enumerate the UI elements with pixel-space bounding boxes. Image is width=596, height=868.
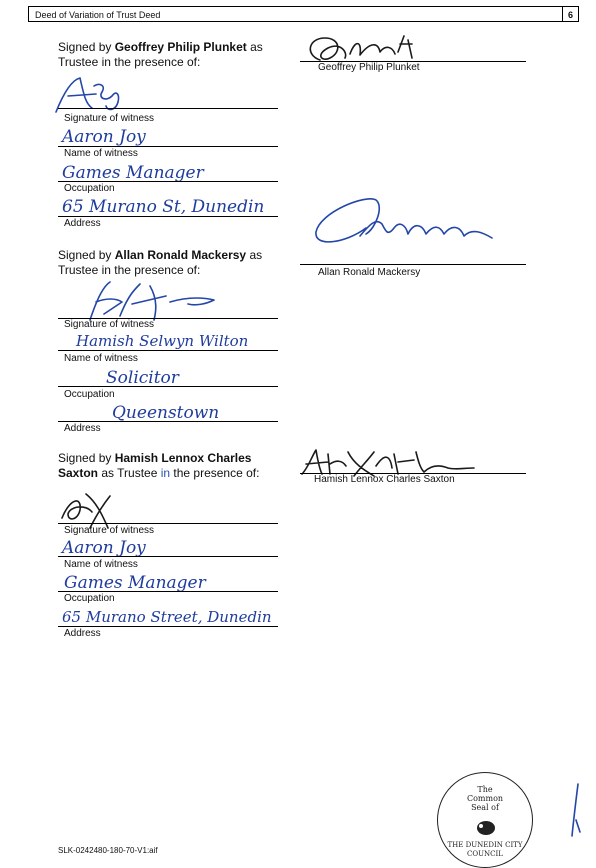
- page-header: [28, 6, 579, 22]
- intro-prefix: Signed by: [58, 248, 115, 262]
- trustee-name-caption: Allan Ronald Mackersy: [318, 267, 421, 278]
- seal-line-4: THE DUNEDIN CITY: [447, 841, 523, 849]
- signer-name: Allan Ronald Mackersy: [114, 248, 247, 262]
- intro-line2-in: in: [160, 466, 171, 480]
- signing-block-1-intro: [58, 40, 263, 70]
- trustee-name-caption: Geoffrey Philip Plunket: [318, 62, 420, 73]
- label-address: Address: [64, 423, 101, 434]
- label-occupation: Occupation: [64, 593, 115, 604]
- seal-line-2: Common: [466, 794, 504, 803]
- witness-address-line-1: [58, 216, 278, 217]
- witness-signature-1: [46, 72, 146, 118]
- witness-address-line-2: [58, 421, 278, 422]
- signing-block-3-intro: [58, 451, 259, 481]
- witness-address-handwritten: Queenstown: [112, 403, 220, 423]
- trustee-signature-line-2: [300, 264, 526, 265]
- intro-suffix: as: [246, 248, 263, 262]
- label-signature-of-witness: Signature of witness: [64, 319, 155, 330]
- document-title: Deed of Variation of Trust Deed: [35, 10, 161, 20]
- page-number: 6: [562, 7, 578, 21]
- label-name-of-witness: Name of witness: [64, 559, 138, 570]
- witness-address-handwritten: 65 Murano St, Dunedin: [62, 197, 265, 217]
- witness-occupation-line-1: [58, 181, 278, 182]
- label-signature-of-witness: Signature of witness: [64, 113, 155, 124]
- label-name-of-witness: Name of witness: [64, 148, 138, 159]
- witness-address-line-3: [58, 626, 278, 627]
- witness-name-line-3: [58, 556, 278, 557]
- witness-occupation-handwritten: Games Manager: [64, 573, 206, 593]
- label-occupation: Occupation: [64, 183, 115, 194]
- seal-crest-icon: [472, 817, 500, 839]
- signer-name: Hamish Lennox Charles: [114, 451, 252, 465]
- document-reference: SLK-0242480-180-70-V1:aif: [58, 846, 158, 855]
- margin-initial-mark: [568, 780, 584, 840]
- seal-line-1: The: [477, 785, 493, 794]
- intro-prefix: Signed by: [58, 451, 115, 465]
- seal-line-3: Seal of: [471, 803, 499, 812]
- label-address: Address: [64, 218, 101, 229]
- trustee-signature-2: [296, 188, 506, 258]
- intro-suffix: as: [246, 40, 263, 54]
- witness-occupation-line-3: [58, 591, 278, 592]
- seal-line-5: COUNCIL: [467, 850, 503, 858]
- common-seal: [437, 772, 533, 868]
- witness-name-line-1: [58, 146, 278, 147]
- witness-occupation-handwritten: Games Manager: [62, 163, 204, 183]
- witness-occupation-line-2: [58, 386, 278, 387]
- witness-name-line-2: [58, 350, 278, 351]
- signing-block-2-intro: [58, 248, 262, 278]
- intro-prefix: Signed by: [58, 40, 115, 54]
- witness-name-handwritten: Hamish Selwyn Wilton: [76, 332, 249, 350]
- trustee-name-caption: Hamish Lennox Charles Saxton: [314, 474, 455, 485]
- intro-line2-mid: as Trustee: [98, 466, 161, 480]
- witness-address-handwritten: 65 Murano Street, Dunedin: [62, 608, 272, 626]
- intro-line2-end: the presence of:: [170, 466, 260, 480]
- witness-name-handwritten: Aaron Joy: [62, 538, 146, 558]
- witness-signature-line-1: [58, 108, 278, 109]
- signer-name-continued: Saxton: [58, 466, 99, 480]
- label-occupation: Occupation: [64, 389, 115, 400]
- witness-name-handwritten: Aaron Joy: [62, 127, 146, 147]
- witness-occupation-handwritten: Solicitor: [106, 368, 179, 388]
- label-address: Address: [64, 628, 101, 639]
- label-name-of-witness: Name of witness: [64, 353, 138, 364]
- intro-line2: Trustee in the presence of:: [58, 263, 201, 277]
- witness-signature-line-3: [58, 523, 278, 524]
- signer-name: Geoffrey Philip Plunket: [114, 40, 247, 54]
- intro-line2: Trustee in the presence of:: [58, 55, 201, 69]
- label-signature-of-witness: Signature of witness: [64, 525, 155, 536]
